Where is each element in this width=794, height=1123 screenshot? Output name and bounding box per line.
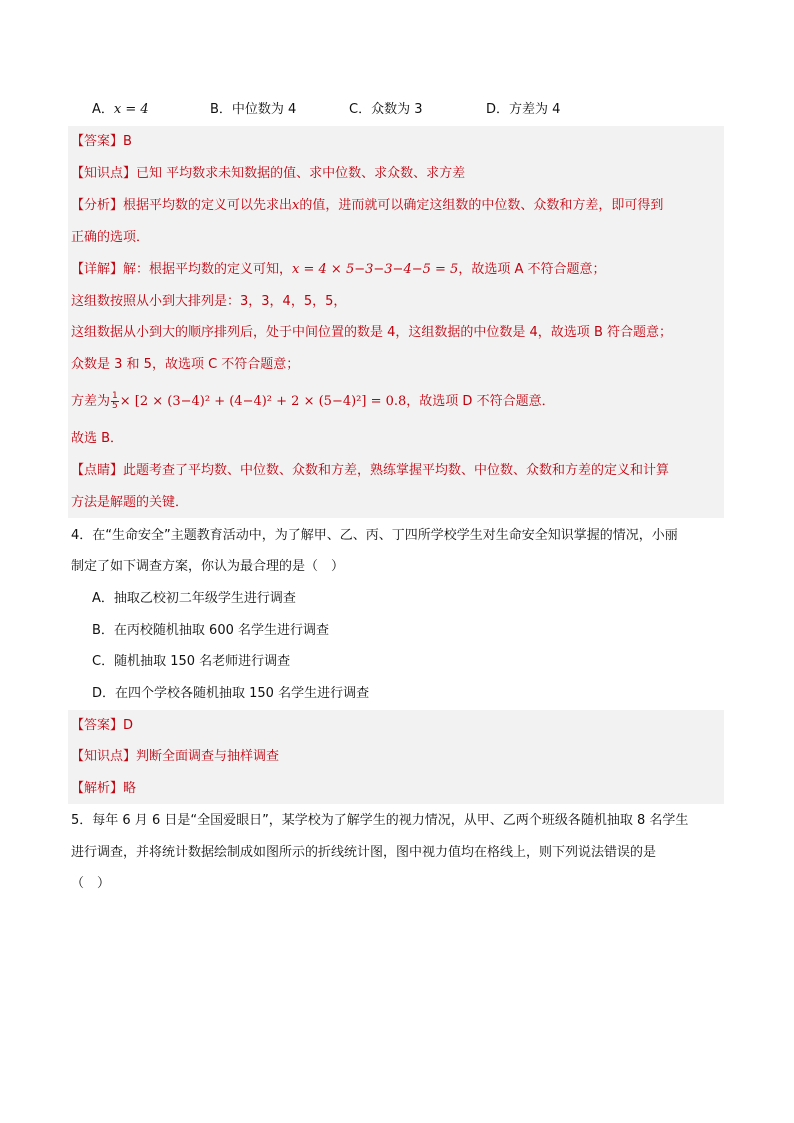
q4-analysis: 略 [123, 781, 137, 796]
q3-option-d [486, 99, 560, 121]
q3-analysis-1b: 的值，进而就可以确定这组数的中位数、众数和方差，即可得到 [299, 198, 664, 213]
q3-detail-5-denominator: 5 [112, 401, 118, 411]
q4-knowledge-line [71, 746, 279, 768]
q3-option-b-text: 中位数为 4 [231, 102, 297, 117]
q3-analysis-1a: 根据平均数的定义可以先求出 [123, 198, 293, 213]
q3-option-a [92, 99, 149, 121]
q3-detail-1b: ，故选项 A 不符合题意； [458, 262, 606, 277]
q4-answer-tag: 【答案】 [71, 718, 124, 733]
q4-option-a: A．抽取乙校初二年级学生进行调查 [92, 591, 296, 606]
q3-analysis-var: x [292, 198, 300, 213]
q4-stem-line-1: 4．在“生命安全”主题教育活动中，为了解甲、乙、丙、丁四所学校学生对生命安全知识掌握的情况，小丽 [71, 528, 678, 543]
q3-knowledge-tag: 【知识点】 [71, 166, 137, 181]
q3-answer: B [123, 134, 132, 149]
q3-option-a-letter: A． [92, 102, 114, 117]
q5-stem-line-1: 5．每年 6 月 6 日是“全国爱眼日”，某学校为了解学生的视力情况，从甲、乙两个班级各随机抽取 8 名学生 [71, 813, 689, 828]
q3-analysis-line-2: 正确的选项． [71, 230, 150, 245]
q3-option-c-text: 众数为 3 [371, 102, 423, 117]
q4-answer: D [123, 718, 134, 733]
q3-knowledge: 已知 平均数求未知数据的值、求中位数、求众数、求方差 [136, 166, 466, 181]
q3-comment-tag: 【点睛】 [71, 463, 124, 478]
q3-detail-1a: 解：根据平均数的定义可知， [123, 262, 293, 277]
q4-option-d: D．在四个学校各随机抽取 150 名学生进行调查 [92, 686, 370, 701]
q4-answer-line [71, 715, 133, 737]
q4-stem-line-2: 制定了如下调查方案，你认为最合理的是（ ） [71, 559, 345, 574]
q4-knowledge-tag: 【知识点】 [71, 749, 137, 764]
q4-option-b: B．在丙校随机抽取 600 名学生进行调查 [92, 623, 329, 638]
q3-option-d-text: 方差为 4 [509, 102, 561, 117]
q5-stem-line-3: （ ） [71, 876, 111, 891]
q3-detail-line-1 [71, 259, 605, 281]
q3-detail-1-math: x = 4 × 5−3−3−4−5 = 5 [292, 262, 459, 277]
q3-option-c-letter: C． [349, 102, 372, 117]
q3-detail-line-5 [71, 391, 555, 413]
q3-comment-line-2: 方法是解题的关键． [71, 495, 189, 510]
q3-answer-tag: 【答案】 [71, 134, 124, 149]
q3-option-a-text: x = 4 [113, 102, 149, 117]
q4-analysis-line [71, 778, 136, 800]
q4-knowledge: 判断全面调查与抽样调查 [136, 749, 280, 764]
q3-answer-line [71, 131, 132, 153]
q4-analysis-tag: 【解析】 [71, 781, 124, 796]
q3-option-d-letter: D． [486, 102, 510, 117]
q3-detail-line-3: 这组数据从小到大的顺序排列后，处于中间位置的数是 4，这组数据的中位数是 4，故选项 B 符合题意； [71, 325, 672, 340]
q3-option-b [210, 99, 296, 121]
q3-detail-5-math: × [2 × (3−4)² + (4−4)² + 2 × (5−4)²] = 0.8 [119, 394, 407, 409]
q3-comment-line-1 [71, 460, 669, 482]
q3-analysis-tag: 【分析】 [71, 198, 124, 213]
q3-knowledge-line [71, 163, 465, 185]
q3-option-c [349, 99, 422, 121]
q5-stem-line-2: 进行调查，并将统计数据绘制成如图所示的折线统计图，图中视力值均在格线上，则下列说法错误的是 [71, 845, 657, 860]
q3-detail-5a: 方差为 [71, 394, 111, 409]
q3-analysis-line-1 [71, 195, 663, 217]
q3-detail-line-2: 这组数按照从小到大排列是：3，3，4，5，5， [71, 294, 347, 309]
q3-detail-line-6: 故选 B． [71, 431, 124, 446]
q4-option-c: C．随机抽取 150 名老师进行调查 [92, 654, 291, 669]
q3-detail-5-numerator: 1 [112, 391, 118, 401]
q3-detail-5b: ，故选项 D 不符合题意． [406, 394, 555, 409]
q3-detail-5-fraction [111, 392, 119, 411]
q3-detail-line-4: 众数是 3 和 5，故选项 C 不符合题意； [71, 357, 300, 372]
q3-option-b-letter: B． [210, 102, 232, 117]
q3-comment-1: 此题考查了平均数、中位数、众数和方差，熟练掌握平均数、中位数、众数和方差的定义和计算 [123, 463, 670, 478]
q3-detail-tag: 【详解】 [71, 262, 124, 277]
